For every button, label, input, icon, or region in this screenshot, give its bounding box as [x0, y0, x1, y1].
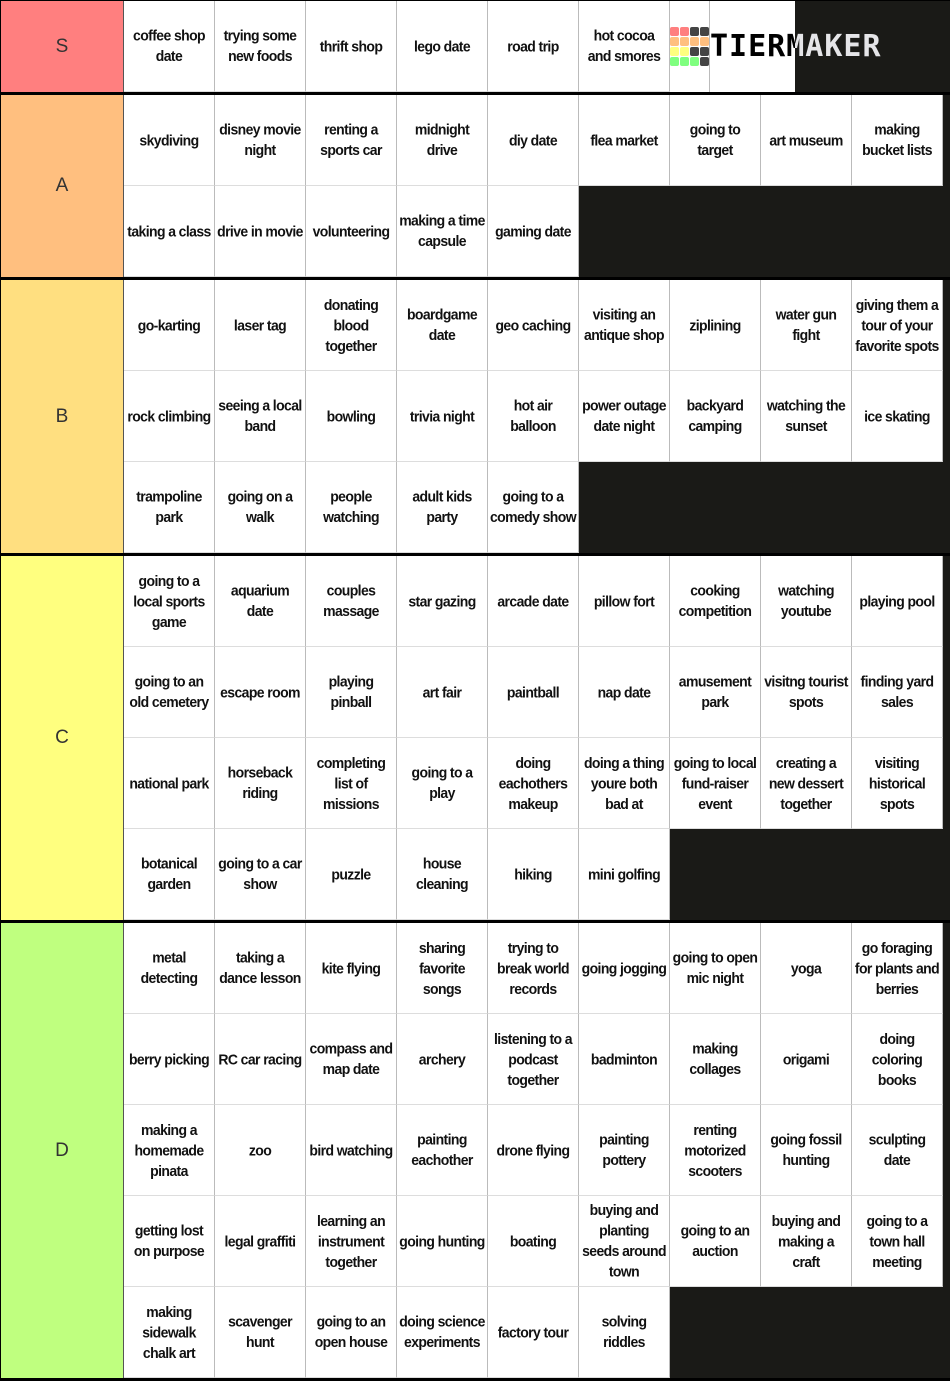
tier-item-label: people watching [323, 487, 379, 526]
tier-row-d [0, 923, 950, 1381]
tier-item[interactable] [488, 738, 579, 829]
tier-item[interactable] [124, 1196, 215, 1287]
tier-item[interactable] [215, 462, 306, 553]
tier-item[interactable] [670, 95, 761, 186]
tier-item[interactable] [579, 738, 670, 829]
tier-item[interactable] [215, 556, 306, 647]
tier-item[interactable] [397, 923, 488, 1014]
tier-item-label: sculpting date [868, 1130, 926, 1169]
tier-item[interactable] [579, 923, 670, 1014]
tier-item-label: trivia night [409, 406, 475, 425]
tier-item-label: doing coloring books [871, 1029, 923, 1088]
tier-items-container [124, 95, 950, 277]
tier-item[interactable] [670, 923, 761, 1014]
tier-item-label: ice skating [864, 406, 930, 425]
tier-item[interactable] [488, 556, 579, 647]
tier-item-label: midnight drive [414, 120, 470, 159]
tier-item-label: skydiving [139, 130, 199, 149]
tier-item[interactable] [306, 738, 397, 829]
tiermaker-logo-icon [670, 1, 710, 92]
tier-item-label: completing list of missions [316, 753, 386, 812]
tier-item[interactable] [124, 371, 215, 462]
tier-item-label: creating a new dessert together [768, 753, 844, 812]
tier-item[interactable] [215, 1, 306, 92]
tier-row-b [0, 280, 950, 556]
tier-item-label: mini golfing [587, 864, 661, 883]
tier-items-container [124, 556, 950, 920]
tier-item[interactable] [124, 280, 215, 371]
tier-item-label: berry picking [128, 1049, 210, 1068]
tier-item[interactable] [124, 1287, 215, 1378]
tier-item-label: disney movie night [219, 120, 301, 159]
tier-item[interactable] [306, 829, 397, 920]
tier-item[interactable] [215, 923, 306, 1014]
tier-item[interactable] [306, 371, 397, 462]
tier-item[interactable] [306, 647, 397, 738]
tier-item-label: going to a comedy show [490, 487, 576, 526]
tier-item-label: archery [418, 1049, 466, 1068]
tier-item[interactable] [124, 738, 215, 829]
tier-item[interactable] [670, 1014, 761, 1105]
tier-item[interactable] [397, 1196, 488, 1287]
tier-item[interactable] [852, 923, 943, 1014]
tier-item-label: going to an auction [680, 1221, 750, 1260]
tier-item[interactable] [579, 556, 670, 647]
tier-item[interactable] [215, 829, 306, 920]
tier-item[interactable] [761, 95, 852, 186]
tier-item[interactable] [397, 280, 488, 371]
tier-item-label: bowling [326, 406, 376, 425]
tier-item-label: art museum [769, 130, 843, 149]
tier-item-label: buying and planting seeds around town [582, 1201, 666, 1280]
tier-item[interactable] [124, 95, 215, 186]
tier-items-container [124, 923, 950, 1378]
tier-item-label: playing pool [859, 591, 935, 610]
tier-item[interactable] [488, 923, 579, 1014]
tier-item-label: go foraging for plants and berries [854, 938, 940, 997]
tier-item-label: going to an old cemetery [129, 672, 209, 711]
tier-item[interactable] [761, 371, 852, 462]
tier-item-label: adult kids party [412, 487, 472, 526]
tier-item-label: trampoline park [136, 487, 202, 526]
tier-item[interactable] [215, 738, 306, 829]
tier-item[interactable] [761, 647, 852, 738]
tier-item-label: watching the sunset [766, 396, 846, 435]
tier-item-label: doing science experiments [399, 1312, 485, 1351]
tier-item[interactable] [397, 829, 488, 920]
tier-item-label: going to a town hall meeting [866, 1211, 928, 1270]
tier-item-label: origami [782, 1049, 830, 1068]
tier-item-label: badminton [590, 1049, 658, 1068]
tier-item[interactable] [579, 1287, 670, 1378]
tier-item[interactable] [397, 1014, 488, 1105]
tier-item-label: horseback riding [227, 763, 293, 802]
tier-item-label: renting motorized scooters [684, 1120, 746, 1179]
tier-item-label: escape room [220, 682, 300, 701]
tier-item[interactable] [852, 556, 943, 647]
tier-item-label: getting lost on purpose [133, 1221, 205, 1260]
tier-item[interactable] [670, 1105, 761, 1196]
tier-item[interactable] [488, 647, 579, 738]
tier-item-label: going jogging [581, 958, 667, 977]
tier-item-label: going fossil hunting [770, 1130, 842, 1169]
tier-item[interactable] [124, 462, 215, 553]
tier-item[interactable] [306, 1014, 397, 1105]
tier-item[interactable] [488, 371, 579, 462]
tier-item[interactable] [397, 95, 488, 186]
tier-item-label: visitng tourist spots [764, 672, 848, 711]
tier-item[interactable] [488, 1014, 579, 1105]
tier-item-label: botanical garden [140, 854, 198, 893]
tier-item[interactable] [397, 1105, 488, 1196]
tier-item[interactable] [306, 95, 397, 186]
tier-item-label: hot cocoa and smores [587, 26, 661, 65]
tier-item-label: amusement park [678, 672, 752, 711]
tier-item[interactable] [579, 647, 670, 738]
tier-item-label: water gun fight [775, 305, 837, 344]
tier-item-label: hiking [514, 864, 552, 883]
tier-item-label: drone flying [496, 1140, 570, 1159]
tier-item-label: seeing a local band [218, 396, 302, 435]
tier-item-label: doing eachothers makeup [498, 753, 568, 812]
tier-item[interactable] [124, 1105, 215, 1196]
tier-item[interactable] [579, 1, 670, 92]
tier-item-label: gaming date [495, 221, 571, 240]
tier-item-label: painting pottery [599, 1130, 649, 1169]
tier-item-label: geo caching [495, 315, 571, 334]
tier-item[interactable] [579, 1014, 670, 1105]
tier-item[interactable] [852, 1105, 943, 1196]
tier-item-label: going to local fund-raiser event [673, 753, 757, 812]
tier-item[interactable] [397, 462, 488, 553]
tier-label[interactable]: A [0, 95, 124, 277]
tier-item-label: flea market [590, 130, 658, 149]
tier-item-label: diy date [508, 130, 558, 149]
tier-item[interactable] [215, 1014, 306, 1105]
tier-item[interactable] [670, 280, 761, 371]
tier-item[interactable] [306, 1196, 397, 1287]
tier-label[interactable]: S [0, 1, 124, 92]
tier-item-label: finding yard sales [860, 672, 934, 711]
tier-item-label: playing pinball [328, 672, 374, 711]
tier-item[interactable] [215, 186, 306, 277]
tier-item[interactable] [670, 556, 761, 647]
tier-item[interactable] [397, 371, 488, 462]
tier-item-label: pillow fort [593, 591, 655, 610]
tier-item-label: volunteering [312, 221, 390, 240]
tier-item-label: renting a sports car [320, 120, 382, 159]
tier-item[interactable] [761, 1014, 852, 1105]
tier-item[interactable] [397, 1, 488, 92]
tier-items-container [124, 1, 950, 92]
tier-item[interactable] [488, 462, 579, 553]
tier-item-label: arcade date [497, 591, 569, 610]
tier-item[interactable] [761, 556, 852, 647]
tier-item-label: visiting an antique shop [584, 305, 664, 344]
tier-row-s [0, 0, 950, 95]
tier-item[interactable] [124, 647, 215, 738]
tier-item[interactable] [579, 371, 670, 462]
tier-item[interactable] [761, 1196, 852, 1287]
tier-item-label: compass and map date [309, 1039, 393, 1078]
tiermaker-logo-text: TIERMAKER [710, 29, 882, 64]
tier-item-label: go-karting [137, 315, 201, 334]
tier-item[interactable] [124, 923, 215, 1014]
tier-item-label: power outage date night [582, 396, 666, 435]
tier-item[interactable] [306, 556, 397, 647]
tier-item-label: bird watching [309, 1140, 393, 1159]
tier-item-label: learning an instrument together [316, 1211, 386, 1270]
tier-item[interactable] [215, 1105, 306, 1196]
tier-item-label: coffee shop date [133, 26, 205, 65]
tier-item-label: rock climbing [127, 406, 211, 425]
tier-item[interactable] [488, 1287, 579, 1378]
tier-item-label: lego date [413, 36, 471, 55]
tier-item-label: trying some new foods [223, 26, 297, 65]
tier-item[interactable] [670, 738, 761, 829]
tier-row-a [0, 95, 950, 280]
tier-item-label: paintball [506, 682, 560, 701]
tier-item-label: zoo [248, 1140, 272, 1159]
tier-item[interactable] [397, 556, 488, 647]
tier-item-label: house cleaning [416, 854, 468, 893]
tier-item-label: scavenger hunt [228, 1312, 292, 1351]
tier-item[interactable] [488, 95, 579, 186]
tier-item-label: hot air balloon [510, 396, 556, 435]
tier-item-label: thrift shop [319, 36, 383, 55]
tier-item[interactable] [124, 556, 215, 647]
tier-item-label: going to open mic night [672, 948, 758, 987]
tier-item[interactable] [306, 280, 397, 371]
tier-item-label: laser tag [233, 315, 287, 334]
tier-item[interactable] [488, 829, 579, 920]
tier-item[interactable] [579, 1196, 670, 1287]
tier-item-label: going to target [689, 120, 741, 159]
tier-item[interactable] [215, 647, 306, 738]
tier-item-label: kite flying [321, 958, 381, 977]
tier-item[interactable] [488, 280, 579, 371]
tier-item[interactable] [852, 738, 943, 829]
tier-item[interactable] [306, 1, 397, 92]
tier-item[interactable] [670, 647, 761, 738]
tier-item[interactable] [215, 1196, 306, 1287]
tier-item[interactable] [306, 1105, 397, 1196]
tier-item[interactable] [852, 371, 943, 462]
tier-item[interactable] [215, 280, 306, 371]
tier-item-label: legal graffiti [224, 1231, 296, 1250]
tier-item-label: making sidewalk chalk art [142, 1302, 196, 1361]
tier-item-label: drive in movie [217, 221, 303, 240]
tier-item-label: RC car racing [218, 1049, 302, 1068]
tier-item[interactable] [215, 371, 306, 462]
tier-item[interactable] [306, 462, 397, 553]
tiermaker-watermark [670, 1, 882, 92]
tier-item-label: trying to break world records [497, 938, 569, 997]
tier-item-label: art fair [422, 682, 462, 701]
tier-item-label: buying and making a craft [771, 1211, 841, 1270]
tier-item[interactable] [761, 738, 852, 829]
tier-item[interactable] [397, 647, 488, 738]
tier-item[interactable] [306, 186, 397, 277]
tier-label[interactable]: C [0, 556, 124, 920]
tier-item-label: doing a thing youre both bad at [583, 753, 665, 812]
tier-item-label: sharing favorite songs [418, 938, 466, 997]
tier-item[interactable] [670, 371, 761, 462]
tier-item-label: going hunting [399, 1231, 485, 1250]
tier-item[interactable] [306, 923, 397, 1014]
tier-item-label: puzzle [331, 864, 371, 883]
tier-item-label: yoga [790, 958, 822, 977]
tier-item-label: making a time capsule [399, 211, 485, 250]
tier-item-label: giving them a tour of your favorite spots [855, 295, 939, 354]
tier-item-label: donating blood together [323, 295, 379, 354]
tier-item-label: cooking competition [678, 581, 752, 620]
tier-item[interactable] [215, 95, 306, 186]
tier-item-label: making collages [689, 1039, 741, 1078]
tier-item[interactable] [761, 1105, 852, 1196]
tier-item[interactable] [852, 95, 943, 186]
tier-item-label: watching youtube [778, 581, 834, 620]
tier-item-label: taking a class [127, 221, 211, 240]
tier-item-label: boardgame date [406, 305, 478, 344]
tier-item[interactable] [488, 1105, 579, 1196]
tier-item-label: solving riddles [601, 1312, 647, 1351]
tier-item[interactable] [215, 1287, 306, 1378]
tier-item-label: backyard camping [686, 396, 744, 435]
tier-item-label: metal detecting [140, 948, 198, 987]
tier-item[interactable] [124, 1014, 215, 1105]
tier-item[interactable] [852, 1014, 943, 1105]
tier-item-label: going on a walk [227, 487, 293, 526]
tier-item[interactable] [397, 1287, 488, 1378]
tier-item-label: making a homemade pinata [134, 1120, 204, 1179]
tier-item-label: road trip [507, 36, 559, 55]
tier-item-label: star gazing [408, 591, 476, 610]
tier-label[interactable]: D [0, 923, 124, 1378]
tier-label[interactable]: B [0, 280, 124, 553]
tier-item[interactable] [124, 829, 215, 920]
tier-item-label: aquarium date [230, 581, 290, 620]
tier-item[interactable] [852, 1196, 943, 1287]
tier-item[interactable] [761, 280, 852, 371]
tier-item[interactable] [579, 280, 670, 371]
tier-item[interactable] [397, 186, 488, 277]
tier-item-label: going to a car show [218, 854, 302, 893]
tier-item[interactable] [579, 1105, 670, 1196]
tier-item-label: factory tour [497, 1322, 569, 1341]
tier-item-label: visiting historical spots [868, 753, 926, 812]
tier-item-label: national park [129, 773, 209, 792]
tier-item[interactable] [852, 280, 943, 371]
tier-item[interactable] [397, 738, 488, 829]
tier-item-label: going to a play [411, 763, 473, 802]
tier-item[interactable] [579, 95, 670, 186]
tier-item[interactable] [488, 1, 579, 92]
tier-item[interactable] [124, 186, 215, 277]
tier-item-label: ziplining [689, 315, 741, 334]
tier-item-label: taking a dance lesson [219, 948, 301, 987]
tier-item[interactable] [670, 1196, 761, 1287]
tier-item-label: painting eachother [411, 1130, 473, 1169]
tier-item[interactable] [306, 1287, 397, 1378]
tier-item[interactable] [579, 829, 670, 920]
tier-items-container [124, 280, 950, 553]
tier-item[interactable] [761, 923, 852, 1014]
tier-item[interactable] [488, 1196, 579, 1287]
tier-item-label: couples massage [323, 581, 379, 620]
tier-item-label: boating [509, 1231, 557, 1250]
tier-item-label: making bucket lists [862, 120, 932, 159]
tier-item[interactable] [852, 647, 943, 738]
tier-item-label: nap date [597, 682, 651, 701]
tier-item-label: listening to a podcast together [494, 1029, 572, 1088]
tier-item-label: going to a local sports game [133, 571, 205, 630]
tier-item-label: going to an open house [314, 1312, 388, 1351]
tier-item[interactable] [124, 1, 215, 92]
tier-item[interactable] [488, 186, 579, 277]
tier-row-c [0, 556, 950, 923]
